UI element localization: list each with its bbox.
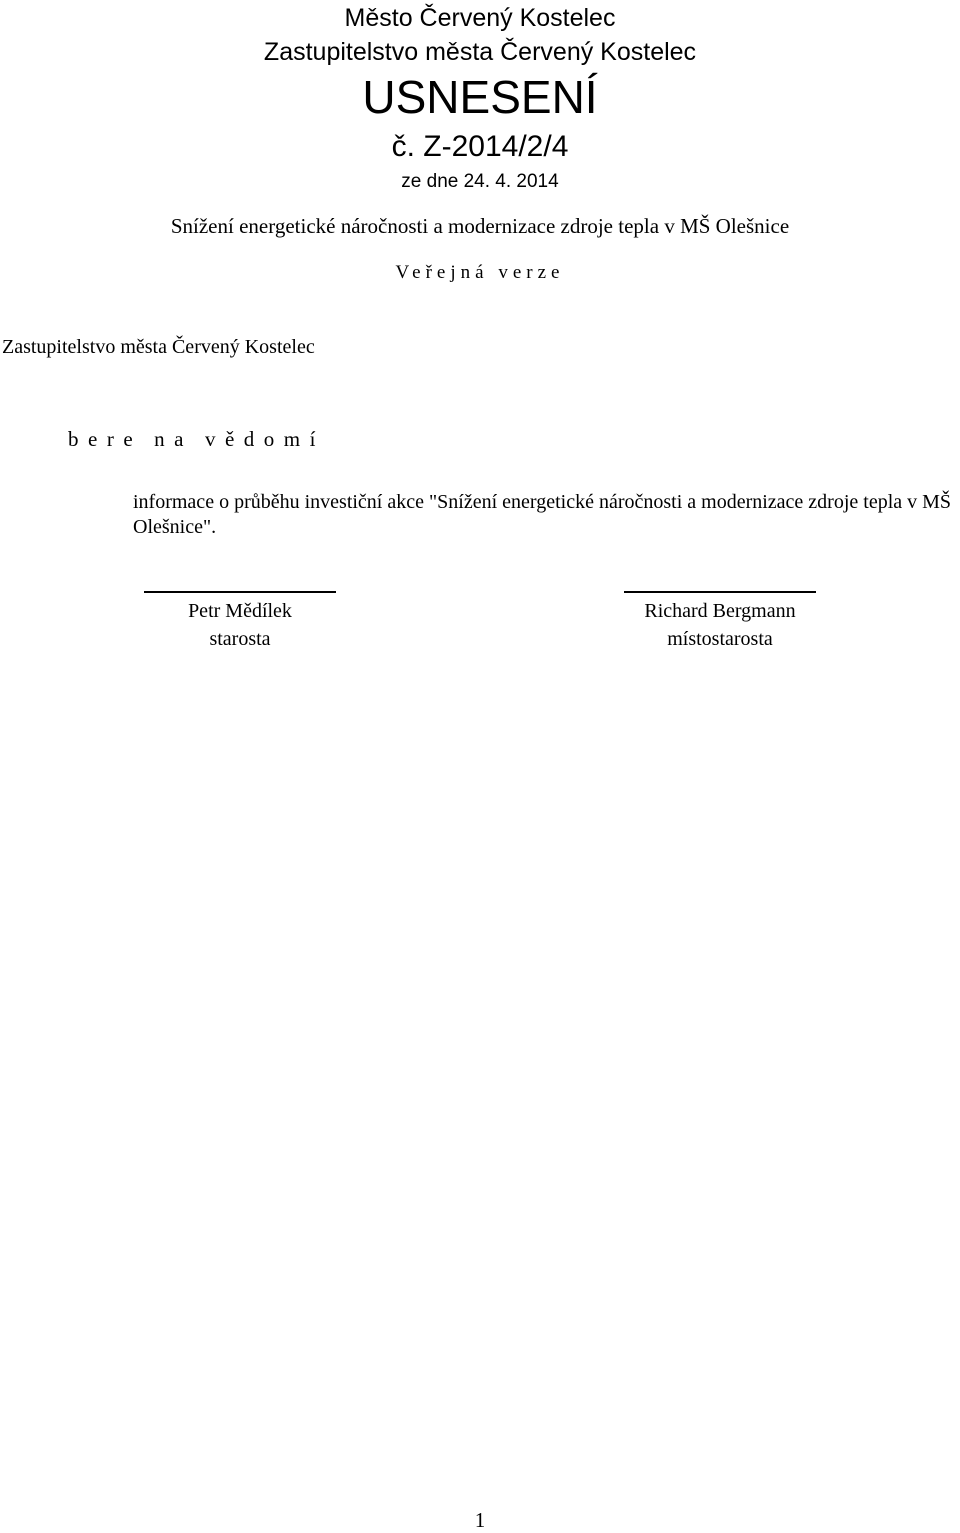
signature-line — [144, 591, 336, 593]
signature-block-mayor — [120, 591, 360, 653]
signatory-name: Petr Mědílek — [188, 600, 292, 622]
council-name: Zastupitelstvo města Červený Kostelec — [263, 38, 697, 66]
signature-block-deputy-mayor — [600, 591, 840, 653]
verb-word-1: bere — [68, 427, 143, 451]
verb-word-3: vědomí — [204, 427, 325, 451]
signatory-name: Richard Bergmann — [644, 600, 796, 622]
document-type: USNESENÍ — [362, 71, 598, 123]
resolution-number: č. Z-2014/2/4 — [391, 130, 569, 163]
resolution-date: ze dne 24. 4. 2014 — [401, 171, 559, 192]
page-number: 1 — [474, 1508, 486, 1532]
signatory-role: místostarosta — [667, 628, 773, 650]
verb-word-2: na — [154, 427, 193, 451]
resolution-verb — [68, 427, 325, 452]
signature-line — [624, 591, 816, 593]
resolution-text: informace o průběhu investiční akce "Snížení energetické náročnosti a modernizace zdroje tepla v MŠ Olešnice". — [133, 491, 952, 538]
city-name: Město Červený Kostelec — [344, 4, 616, 32]
version-label: Veřejná verze — [395, 262, 565, 283]
resolution-subject: Snížení energetické náročnosti a modernizace zdroje tepla v MŠ Olešnice — [170, 214, 790, 238]
resolving-body: Zastupitelstvo města Červený Kostelec — [2, 336, 315, 358]
signatory-role: starosta — [209, 628, 271, 650]
